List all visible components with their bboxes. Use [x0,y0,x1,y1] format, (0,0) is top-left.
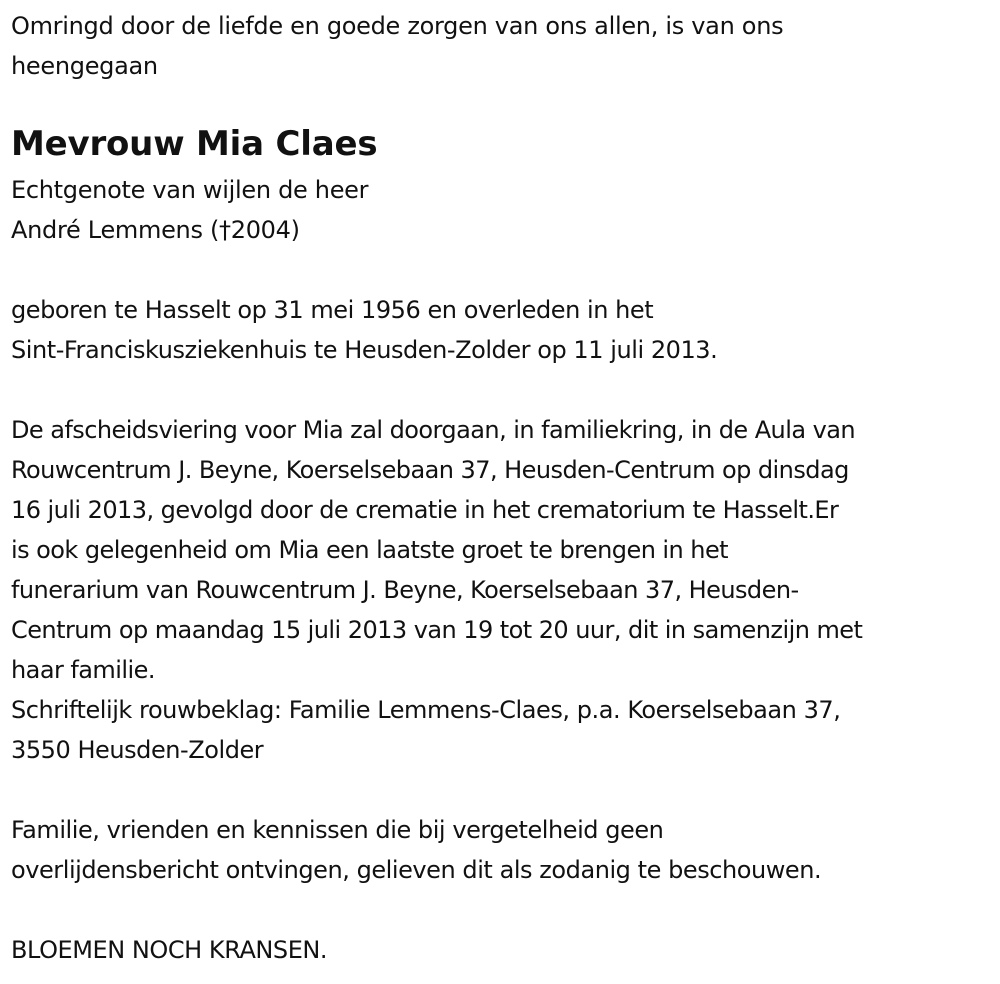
spacer [11,890,996,930]
intro-line: heengegaan [11,52,158,80]
ceremony-line: is ook gelegenheid om Mia een laatste groet te brengen in het [11,536,729,564]
condolence-paragraph [11,690,996,770]
notice-line: Familie, vrienden en kennissen die bij vergetelheid geen [11,816,664,844]
birth-death-line: geboren te Hasselt op 31 mei 1956 en overleden in het [11,296,654,324]
obituary-document [11,6,996,970]
ceremony-line: haar familie. [11,656,155,684]
deceased-name: Mevrouw Mia Claes [11,124,378,164]
ceremony-line: funerarium van Rouwcentrum J. Beyne, Koerselsebaan 37, Heusden- [11,576,799,604]
spacer [11,250,996,290]
ceremony-paragraph [11,410,996,690]
condolence-line: Schriftelijk rouwbeklag: Familie Lemmens-Claes, p.a. Koerselsebaan 37, [11,696,841,724]
spacer [11,770,996,810]
spouse-line: Echtgenote van wijlen de heer [11,176,369,204]
notice-line: overlijdensbericht ontvingen, gelieven dit als zodanig te beschouwen. [11,856,822,884]
spouse-info [11,170,996,250]
flowers-notice: BLOEMEN NOCH KRANSEN. [11,936,328,964]
ceremony-line: De afscheidsviering voor Mia zal doorgaan, in familiekring, in de Aula van [11,416,856,444]
ceremony-line: Rouwcentrum J. Beyne, Koerselsebaan 37, Heusden-Centrum op dinsdag [11,456,849,484]
intro-paragraph [11,6,996,86]
condolence-line: 3550 Heusden-Zolder [11,736,264,764]
birth-death-paragraph [11,290,996,370]
notice-paragraph [11,810,996,890]
ceremony-line: Centrum op maandag 15 juli 2013 van 19 tot 20 uur, dit in samenzijn met [11,616,863,644]
spacer [11,370,996,410]
spouse-line: André Lemmens (†2004) [11,216,300,244]
birth-death-line: Sint-Franciskusziekenhuis te Heusden-Zolder op 11 juli 2013. [11,336,718,364]
ceremony-line: 16 juli 2013, gevolgd door de crematie in het crematorium te Hasselt.Er [11,496,839,524]
intro-line: Omringd door de liefde en goede zorgen van ons allen, is van ons [11,12,784,40]
